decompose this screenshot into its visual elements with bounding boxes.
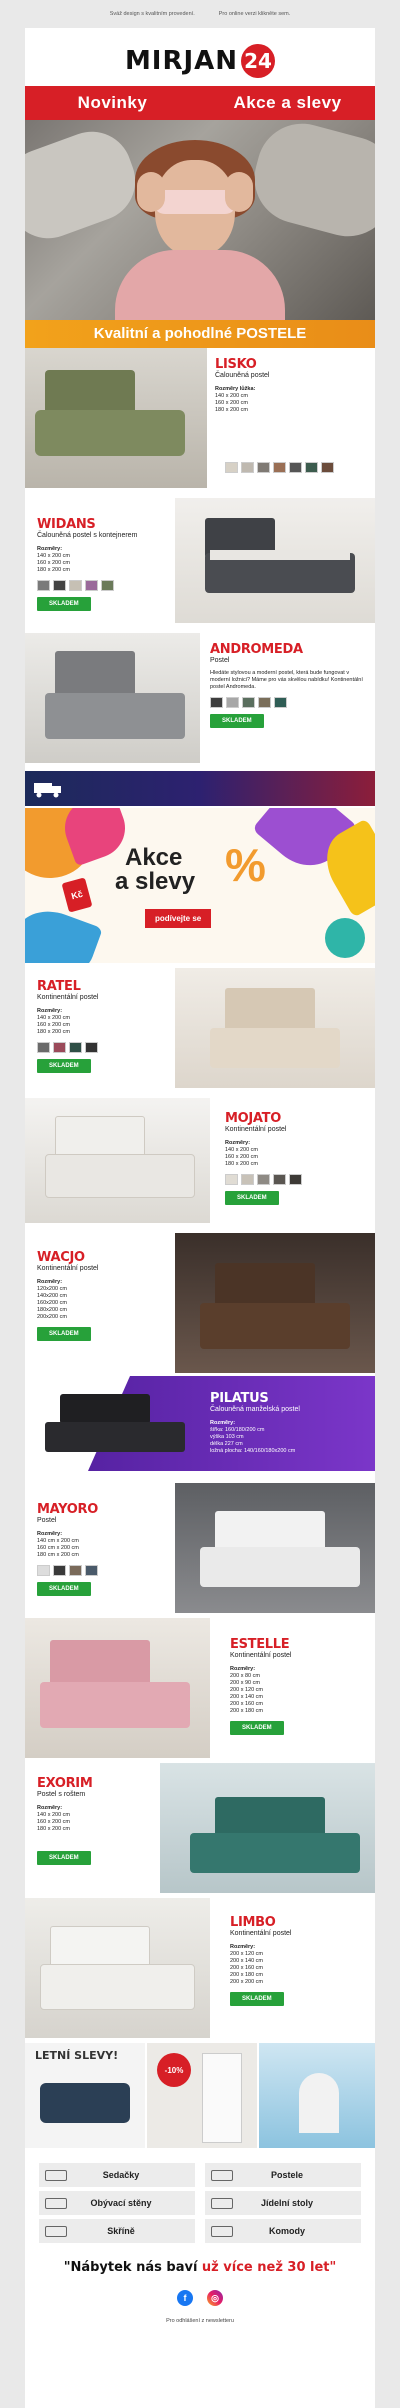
product-text (37, 980, 157, 1073)
size-line: 160 x 200 cm (37, 560, 71, 566)
in-stock-button[interactable]: SKLADEM (37, 1582, 91, 1596)
hero-pillow (244, 120, 375, 246)
hero-hand (225, 172, 253, 212)
wardrobe-icon (45, 2226, 67, 2237)
product-text (215, 358, 365, 414)
product-text (225, 1112, 365, 1205)
color-swatch[interactable] (258, 697, 271, 708)
color-swatch[interactable] (273, 462, 286, 473)
category-obyvaci-steny[interactable] (39, 2191, 195, 2215)
color-swatch[interactable] (257, 462, 270, 473)
size-label: Rozměry: (37, 1531, 63, 1537)
product-photo[interactable] (40, 1394, 190, 1464)
slogan-strong: "Nábytek nás baví (63, 2260, 198, 2275)
size-label: Rozměry lůžka: (215, 386, 256, 392)
product-card (25, 968, 375, 1088)
size-label: Rozměry: (210, 1420, 236, 1426)
product-card (25, 1233, 375, 1373)
size-line: 180 x 200 cm (37, 1029, 71, 1035)
discount-badge: -10% (157, 2053, 191, 2087)
category-komody[interactable] (205, 2219, 361, 2243)
bed-base (200, 1303, 350, 1349)
size-line: 200 x 180 cm (230, 1972, 264, 1978)
product-text (210, 1392, 370, 1455)
color-swatch[interactable] (53, 1565, 66, 1576)
product-photo[interactable] (175, 1233, 375, 1373)
size-line: 180 x 200 cm (37, 1826, 71, 1832)
product-subtitle: Čalouněná manželská postel (210, 1406, 300, 1413)
color-swatch[interactable] (53, 580, 66, 591)
slogan (25, 2260, 375, 2275)
dining-table-icon (211, 2198, 233, 2209)
product-subtitle: Kontinentální postel (230, 1930, 292, 1937)
color-swatch[interactable] (37, 580, 50, 591)
hero-image[interactable] (25, 120, 375, 320)
product-photo[interactable] (160, 1763, 375, 1893)
in-stock-button[interactable]: SKLADEM (210, 714, 264, 728)
size-label: Rozměry: (37, 1008, 63, 1014)
color-swatch[interactable] (273, 1174, 286, 1185)
product-title[interactable]: RATEL (37, 979, 81, 994)
color-swatch[interactable] (305, 462, 318, 473)
size-line: 180x200 cm (37, 1307, 67, 1313)
category-label: Jídelní stoly (260, 2198, 313, 2208)
bed-base (190, 1833, 360, 1873)
size-line: 120x200 cm (37, 1286, 67, 1292)
headboard (50, 1926, 150, 1968)
product-title[interactable]: WACJO (37, 1250, 85, 1265)
instagram-icon[interactable]: ◎ (207, 2290, 223, 2306)
product-photo[interactable] (25, 1618, 210, 1758)
color-swatch[interactable] (289, 1174, 302, 1185)
size-line: 160 x 200 cm (215, 400, 249, 406)
color-swatch[interactable] (69, 1565, 82, 1576)
color-swatch[interactable] (210, 697, 223, 708)
product-title[interactable]: EXORIM (37, 1776, 93, 1791)
color-swatch[interactable] (289, 462, 302, 473)
product-subtitle: Kontinentální postel (37, 1265, 99, 1272)
dresser-icon (211, 2226, 233, 2237)
delivery-strip[interactable] (25, 771, 375, 806)
bed-icon (211, 2170, 233, 2181)
product-photo[interactable] (175, 498, 375, 623)
size-line: 140 x 200 cm (215, 393, 249, 399)
room-photo (147, 2043, 257, 2148)
size-line: 180 x 200 cm (37, 567, 71, 573)
bed-base (40, 1682, 190, 1728)
product-photo[interactable] (175, 1483, 375, 1613)
in-stock-button[interactable]: SKLADEM (37, 1059, 91, 1073)
product-card (25, 1376, 375, 1471)
summer-sale-banner[interactable] (25, 2043, 375, 2148)
category-label: Sedačky (102, 2170, 140, 2180)
bed-base (45, 693, 185, 739)
product-title[interactable]: MOJATO (225, 1111, 281, 1126)
color-swatch[interactable] (241, 462, 254, 473)
color-swatch[interactable] (242, 697, 255, 708)
bed-base (200, 1547, 360, 1587)
color-swatch[interactable] (69, 1042, 82, 1053)
category-label: Skříně (107, 2226, 135, 2236)
size-line: 200 x 140 cm (230, 1694, 264, 1700)
color-swatch[interactable] (321, 462, 334, 473)
color-swatch[interactable] (225, 1174, 238, 1185)
wardrobe (202, 2053, 242, 2143)
category-label: Postele (270, 2170, 303, 2180)
color-swatches (225, 462, 334, 473)
product-photo[interactable] (25, 348, 207, 488)
in-stock-button[interactable]: SKLADEM (230, 1721, 284, 1735)
product-card (25, 1618, 375, 1758)
product-text (230, 1916, 365, 2006)
product-card (25, 1898, 375, 2038)
summer-title: LETNÍ SLEVY! (35, 2049, 119, 2062)
hero-pillow (25, 120, 146, 249)
color-swatch[interactable] (37, 1565, 50, 1576)
size-line: 200 x 140 cm (230, 1958, 264, 1964)
facebook-icon[interactable]: f (177, 2290, 193, 2306)
preheader (0, 0, 400, 28)
in-stock-button[interactable]: SKLADEM (225, 1191, 279, 1205)
category-grid (39, 2163, 361, 2243)
product-text (37, 518, 162, 611)
product-title[interactable]: LISKO (215, 357, 257, 372)
color-swatch[interactable] (37, 1042, 50, 1053)
promo-title-2: a slevy (115, 868, 196, 895)
size-label: Rozměry: (230, 1666, 256, 1672)
color-swatch[interactable] (274, 697, 287, 708)
size-line: 200 x 160 cm (230, 1965, 264, 1971)
product-text (210, 643, 365, 728)
size-label: Rozměry: (230, 1944, 256, 1950)
color-swatch[interactable] (53, 1042, 66, 1053)
size-line: 200 x 200 cm (230, 1979, 264, 1985)
size-line: 160 cm x 200 cm (37, 1545, 79, 1551)
promo-banner[interactable] (25, 808, 375, 963)
online-version-link[interactable]: Pro online verzi klikněte sem. (218, 11, 291, 17)
product-description: Hledáte stylovou a moderní postel, která bude fungovat v moderní ložnici? Máme pro vás skvělou nabídku! Kontinentální postel Andromeda. (210, 670, 363, 690)
promo-title-1: Akce (125, 844, 183, 871)
headboard (50, 1640, 150, 1686)
headboard (215, 1511, 325, 1551)
size-line: ložná plocha: 140/160/180x200 cm (210, 1448, 296, 1454)
in-stock-button[interactable]: SKLADEM (37, 1327, 91, 1341)
sofa-photo (25, 2043, 145, 2148)
size-line: výška 103 cm (210, 1434, 244, 1440)
product-text (37, 1503, 157, 1596)
sofa-icon (45, 2170, 67, 2181)
headboard (225, 988, 315, 1032)
size-line: 160x200 cm (37, 1300, 67, 1306)
product-text (37, 1777, 157, 1865)
color-swatches (225, 1174, 365, 1185)
color-swatch[interactable] (225, 462, 238, 473)
color-swatches (210, 697, 365, 708)
color-swatch[interactable] (85, 1042, 98, 1053)
size-line: 200 x 180 cm (230, 1708, 264, 1714)
color-swatches (37, 580, 162, 591)
size-line: 200 x 80 cm (230, 1673, 260, 1679)
product-title[interactable]: LIMBO (230, 1915, 276, 1930)
top-nav (25, 86, 375, 120)
category-label: Komody (269, 2226, 305, 2236)
leaf-decor (25, 901, 103, 963)
product-subtitle: Čalouněná postel (215, 372, 270, 379)
truck-icon (33, 780, 63, 798)
beach-photo (259, 2043, 375, 2148)
size-line: 200 x 120 cm (230, 1951, 264, 1957)
category-jidelni-stoly[interactable] (205, 2191, 361, 2215)
color-swatches (37, 1565, 157, 1576)
size-line: 140 x 200 cm (225, 1147, 259, 1153)
product-subtitle: Postel (37, 1517, 57, 1524)
logo-badge: 24 (241, 44, 275, 78)
headboard (215, 1797, 325, 1837)
product-photo[interactable] (25, 633, 200, 763)
size-line: 160 x 200 cm (37, 1819, 71, 1825)
product-photo[interactable] (25, 1098, 210, 1223)
product-photo[interactable] (25, 1898, 210, 2038)
color-swatch[interactable] (69, 580, 82, 591)
product-card (25, 348, 375, 488)
product-card (25, 498, 375, 623)
category-skrine[interactable] (39, 2219, 195, 2243)
color-swatch[interactable] (85, 580, 98, 591)
product-title[interactable]: MAYORO (37, 1502, 99, 1517)
headboard (55, 1116, 145, 1158)
headboard (60, 1394, 150, 1424)
in-stock-button[interactable]: SKLADEM (230, 1992, 284, 2006)
hero-body (115, 250, 285, 320)
hero-hand (137, 172, 165, 212)
size-line: 140x200 cm (37, 1293, 67, 1299)
percent-icon: % (225, 839, 266, 891)
product-subtitle: Kontinentální postel (225, 1126, 287, 1133)
size-line: 180 cm x 200 cm (37, 1552, 79, 1558)
nav-novinky[interactable]: Novinky (77, 93, 148, 112)
size-line: 200 x 120 cm (230, 1687, 264, 1693)
color-swatch[interactable] (241, 1174, 254, 1185)
logo[interactable] (25, 38, 375, 84)
size-line: délka 227 cm (210, 1441, 243, 1447)
product-text (230, 1638, 365, 1735)
size-label: Rozměry: (37, 1279, 63, 1285)
product-card (25, 1763, 375, 1893)
product-subtitle: Postel (210, 657, 230, 664)
product-subtitle: Kontinentální postel (230, 1652, 292, 1659)
size-line: 200x200 cm (37, 1314, 67, 1320)
sofa (40, 2083, 130, 2123)
unsubscribe-link[interactable]: Pro odhlášení z newsletteru (166, 2318, 234, 2324)
product-card (25, 1098, 375, 1223)
product-subtitle: Kontinentální postel (37, 994, 99, 1001)
product-title[interactable]: ESTELLE (230, 1637, 290, 1652)
preheader-text: Sváž design s kvalitním provedení. (109, 11, 195, 17)
bed-base (35, 410, 185, 456)
category-postele[interactable] (205, 2163, 361, 2187)
person (299, 2073, 339, 2133)
category-label: Obývací stěny (90, 2198, 152, 2208)
product-subtitle: Postel s roštem (37, 1791, 86, 1798)
product-card (25, 633, 375, 763)
product-title[interactable]: ANDROMEDA (210, 642, 303, 657)
wall-unit-icon (45, 2198, 67, 2209)
product-card (25, 1483, 375, 1613)
size-line: 160 x 200 cm (225, 1154, 259, 1160)
product-text (37, 1251, 157, 1341)
product-photo[interactable] (175, 968, 375, 1088)
promo-button[interactable]: podívejte se (145, 909, 211, 928)
product-subtitle: Čalouněná postel s kontejnerem (37, 532, 138, 539)
email-body (25, 28, 375, 2408)
size-line: 140 cm x 200 cm (37, 1538, 79, 1544)
size-label: Rozměry: (37, 1805, 63, 1811)
bed-base (45, 1422, 185, 1452)
size-line: šířka: 160/180/200 cm (210, 1427, 265, 1433)
price-tag-icon: Kč (62, 877, 93, 912)
bed-base (40, 1964, 195, 2010)
size-line: 140 x 200 cm (37, 553, 71, 559)
product-title[interactable]: PILATUS (210, 1391, 269, 1406)
size-line: 200 x 160 cm (230, 1701, 264, 1707)
size-line: 180 x 200 cm (225, 1161, 259, 1167)
color-swatch[interactable] (257, 1174, 270, 1185)
nav-akce-slevy[interactable]: Akce a slevy (233, 93, 342, 112)
chameleon-icon (325, 918, 365, 958)
size-label: Rozměry: (225, 1140, 251, 1146)
product-title[interactable]: WIDANS (37, 517, 96, 532)
mattress (210, 550, 350, 560)
logo-text: MIRJAN (124, 46, 239, 76)
category-sedacky[interactable] (39, 2163, 195, 2187)
size-line: 140 x 200 cm (37, 1812, 71, 1818)
bed-base (210, 1028, 340, 1068)
in-stock-button[interactable]: SKLADEM (37, 597, 91, 611)
size-line: 200 x 90 cm (230, 1680, 260, 1686)
color-swatch[interactable] (226, 697, 239, 708)
slogan-rest: už více než 30 let" (197, 2260, 337, 2275)
size-label: Rozměry: (37, 546, 63, 552)
color-swatch[interactable] (85, 1565, 98, 1576)
size-line: 180 x 200 cm (215, 407, 249, 413)
postele-banner[interactable]: Kvalitní a pohodlné POSTELE (25, 320, 375, 348)
color-swatch[interactable] (101, 580, 114, 591)
social-links (25, 2290, 375, 2306)
color-swatches (37, 1042, 157, 1053)
in-stock-button[interactable]: SKLADEM (37, 1851, 91, 1865)
size-line: 160 x 200 cm (37, 1022, 71, 1028)
size-line: 140 x 200 cm (37, 1015, 71, 1021)
bed-base (45, 1154, 195, 1198)
